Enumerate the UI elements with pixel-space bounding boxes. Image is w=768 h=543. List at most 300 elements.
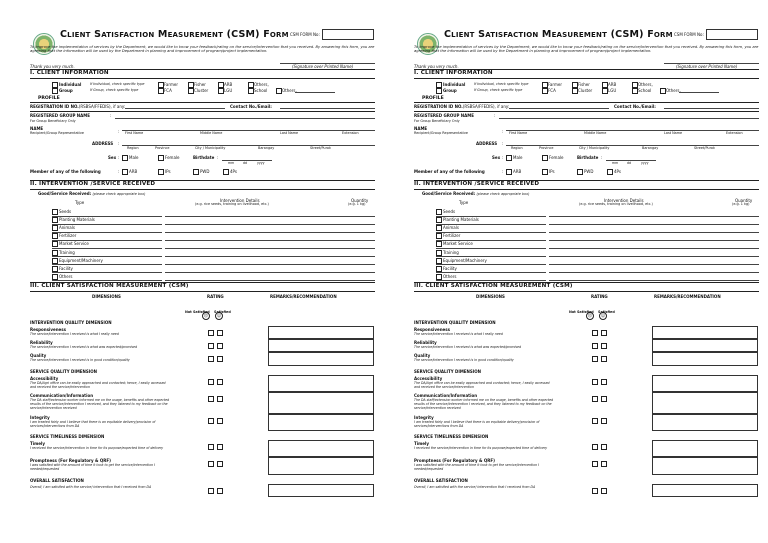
- type-label: Others,: [254, 82, 269, 87]
- dimension-group-title: INTERVENTION QUALITY DIMENSION: [414, 320, 496, 325]
- rating-satisfied-checkbox[interactable]: [217, 356, 223, 362]
- address-col-label: City / Municipality: [579, 146, 610, 150]
- dimension-desc: I received the service/intervention in time for its purpose/expected time of delivery: [414, 446, 548, 450]
- dimension-group-title: OVERALL SATISFACTION: [30, 477, 84, 483]
- service-detail-input[interactable]: [549, 224, 759, 225]
- contact-input[interactable]: [280, 108, 375, 109]
- col-qty: Quantity: [735, 198, 753, 203]
- rating-not-satisfied-checkbox[interactable]: [592, 396, 598, 402]
- section-intervention-title: II. INTERVENTION /SERVICE RECEIVED: [30, 181, 156, 187]
- member-checkbox[interactable]: [506, 169, 512, 175]
- individual-note: If Individual, check specific type: [90, 82, 145, 86]
- group-note: If Group, check specific type: [474, 88, 523, 92]
- col-rating: RATING: [207, 294, 224, 299]
- group-checkbox[interactable]: [52, 88, 58, 94]
- remarks-input[interactable]: [268, 457, 374, 474]
- csm-no-label: CSM FORM No:: [674, 32, 704, 37]
- group-label: Group: [59, 88, 73, 93]
- form-title: Client Satisfaction Measurement (CSM) Form: [60, 29, 289, 40]
- rating-not-satisfied-checkbox[interactable]: [592, 444, 598, 450]
- service-detail-input[interactable]: [549, 264, 759, 265]
- address-col-label: Barangay: [258, 146, 275, 150]
- dimension-desc: I was satisfied with the amount of time it took to get the service/intervention I needed/requested: [414, 463, 539, 472]
- reg-id-note: (RSBSA/FFEDIS), if any:: [462, 104, 510, 109]
- rating-not-satisfied-checkbox[interactable]: [208, 418, 214, 424]
- rating-not-satisfied-checkbox[interactable]: [208, 488, 214, 494]
- col-rating: RATING: [591, 294, 608, 299]
- col-remarks: REMARKS/RECOMMENDATION: [270, 294, 337, 299]
- date-col-label: mm: [612, 161, 619, 165]
- name-col-label: Extension: [726, 131, 743, 135]
- dimension-title: Integrity: [30, 414, 50, 420]
- date-col-label: dd: [627, 161, 632, 165]
- member-checkbox[interactable]: [542, 169, 548, 175]
- dimension-title: Responsiveness: [30, 327, 67, 332]
- service-type-checkbox[interactable]: [436, 258, 442, 264]
- dimension-desc: I was satisfied with the amount of time it took to get the service/intervention I needed/requested: [30, 463, 155, 472]
- male-checkbox[interactable]: [122, 155, 128, 161]
- service-detail-input[interactable]: [549, 272, 759, 273]
- service-detail-input[interactable]: [165, 256, 375, 257]
- reg-id-label: REGISTRATION ID NO.: [30, 104, 79, 109]
- service-type-label: Others: [59, 273, 73, 279]
- service-detail-input[interactable]: [165, 272, 375, 273]
- dimension-title: Timely: [414, 441, 429, 446]
- service-type-label: Facility: [443, 265, 457, 271]
- satisfied-label: Satisfied: [598, 310, 615, 314]
- rating-satisfied-checkbox[interactable]: [601, 356, 607, 362]
- reg-group-label: REGISTERED GROUP NAME: [414, 113, 474, 118]
- dimension-title: Responsiveness: [414, 327, 451, 332]
- dimension-title: Quality: [414, 353, 431, 359]
- sad-face-icon: ☹: [203, 313, 209, 318]
- thank-you: Thank you very much.: [414, 64, 459, 69]
- remarks-input[interactable]: [268, 339, 374, 352]
- male-label: Male: [513, 155, 523, 160]
- col-dimensions: DIMENSIONS: [476, 294, 505, 299]
- remarks-input[interactable]: [652, 484, 758, 497]
- service-type-checkbox[interactable]: [436, 233, 442, 239]
- birthdate-label: Birthdate: [193, 155, 215, 160]
- good-service-note: (please check appropriate box): [476, 192, 530, 196]
- rating-satisfied-checkbox[interactable]: [217, 444, 223, 450]
- service-type-label: Training: [443, 249, 459, 255]
- dimension-desc: I received the service/intervention in time for its purpose/expected time of delivery: [30, 446, 164, 450]
- section-intervention-title: II. INTERVENTION /SERVICE RECEIVED: [414, 181, 540, 187]
- name-col-label: First Name: [125, 131, 144, 135]
- contact-label: Contact No./Email:: [614, 104, 656, 109]
- remarks-input[interactable]: [652, 392, 758, 414]
- dimension-group-title: SERVICE QUALITY DIMENSION: [30, 368, 97, 374]
- col-details: Intervention Details: [220, 198, 260, 203]
- service-type-checkbox[interactable]: [436, 266, 442, 272]
- member-label: IPs: [165, 169, 171, 174]
- service-type-checkbox[interactable]: [436, 217, 442, 223]
- service-type-checkbox[interactable]: [52, 258, 58, 264]
- service-type-checkbox[interactable]: [52, 225, 58, 231]
- col-remarks: REMARKS/RECOMMENDATION: [654, 294, 721, 299]
- service-type-checkbox[interactable]: [52, 209, 58, 215]
- name-col-label: Last Name: [664, 131, 683, 135]
- col-details-note: (e.g. rice seeds, training on livelihood, etc.): [195, 202, 269, 206]
- rating-not-satisfied-checkbox[interactable]: [208, 356, 214, 362]
- address-col-label: Region: [127, 146, 139, 150]
- sad-face-icon: ☹: [587, 313, 593, 318]
- rating-satisfied-checkbox[interactable]: [217, 379, 223, 385]
- individual-note: If Individual, check specific type: [474, 82, 529, 86]
- type-label: ARB: [224, 82, 233, 87]
- date-col-label: yyyy: [257, 161, 265, 165]
- service-type-checkbox[interactable]: [52, 274, 58, 280]
- rating-satisfied-checkbox[interactable]: [217, 343, 223, 349]
- dimension-group-title: SERVICE TIMELINESS DIMENSION: [30, 434, 105, 439]
- remarks-input[interactable]: [652, 352, 758, 365]
- type-label: ARB: [608, 82, 617, 87]
- type-label: Fisher: [578, 82, 590, 87]
- dimension-title: Integrity: [414, 414, 434, 420]
- signature-label: (Signature over Printed Name): [676, 64, 738, 69]
- service-detail-input[interactable]: [549, 216, 759, 217]
- service-type-label: Market Service: [59, 241, 89, 247]
- dimension-group-title: SERVICE QUALITY DIMENSION: [414, 368, 481, 374]
- form-body: Client Satisfaction Measurement (CSM) Form CSM FORM No: To improve the implementation of services by the Department, we would like to know your feedback/rating on the service/intervention that you received. By answering this form, you are agreeing that the information will be used by the Department in planning and improvement of program/project implementation. Thank you very much. (Signature over Printed Name) I. CLIENT INFORMATION Individual If Individual, check specific type Group If Group, check specific type Farmer Fisher ARB Others, FCA Cluster LGU School Others, PROFILE REGISTRATION ID NO.(RSBSA/FFEDIS), if any: Contact No./Email: REGISTERED GROUP NAME : For Group Beneficiary Only NAME Recipient/Group Representative : First Name Middle Name Last Name Extension ADDRESS : Region Province City / Municipality Barangay Street/Purok Sex : Male Female Birthdate : mm dd yyyy Member of any of the following : ARB IPs PWD 4Ps II. INTERVENTION /SERVICE RECEIVED Good/Service Received: (please check appropriate box) Type Intervention Details (e.g. rice seeds, training on livelihood, etc.) Quantity (e.g. 1 kg) Seeds Planting Materials Animals Fertilizer Market Service Training Equipment/Machinery Facility Others III. CLIENT SATISFACTION MEASUREMENT (CSM) DIMENSIONS RATING REMARKS/RECOMMENDATION ☹ ☺ Not Satisfied Satisfied INTERVENTION QUALITY DIMENSION Responsiveness The service/intervention I received is what I really need Reliability The service/intervention I received is what was expected/promised Quality The service/intervention I received is in good condition/quality SERVICE QUALITY DIMENSION Accessibility The DA/Agri office can be easily approached and contacted; hence, I easily accessed and received the service/intervention Communication/Information The DA staff/extension worker informed me on the usage, benefits and other expected results of the service/intervention I received, and they listened to my feedback on the service/intervention received Integrity I am treated fairly and I believe that there is an equitable delivery/provision of services/interventions from DA SERVICE TIMELINESS DIMENSION Timely I received the service/intervention in time for its purpose/expected time of delivery Promptness (For Regulatory & QRF) I was satisfied with the amount of time it took to get the service/intervention I needed/requested OVERALL SATISFACTION Overall, I am satisfied with the service/ intervention that I received from DA: [414, 0, 759, 543]
- rating-not-satisfied-checkbox[interactable]: [592, 418, 598, 424]
- contact-label: Contact No./Email:: [230, 104, 272, 109]
- service-detail-input[interactable]: [549, 256, 759, 257]
- dimension-group-title: OVERALL SATISFACTION: [414, 477, 468, 483]
- dimension-desc: Overall, I am satisfied with the service/ intervention that I received from DA: [30, 484, 152, 489]
- service-type-label: Seeds: [59, 209, 72, 214]
- col-dimensions: DIMENSIONS: [92, 294, 121, 299]
- type-label: School: [638, 88, 652, 93]
- name-note: Recipient/Group Representative: [414, 131, 468, 135]
- member-checkbox[interactable]: [223, 169, 229, 175]
- member-checkbox[interactable]: [122, 169, 128, 175]
- service-type-label: Others: [443, 273, 457, 279]
- service-detail-input[interactable]: [165, 224, 375, 225]
- date-col-label: dd: [243, 161, 248, 165]
- happy-face-icon: ☺: [217, 313, 222, 318]
- service-detail-input[interactable]: [165, 240, 375, 241]
- intro-text: To improve the implementation of services by the Department, we would like to know your feedback/rating on the service/intervention that you received. By answering this form, you are agreeing that the information will be used by the Department in planning and improvement of program/project implementation.: [414, 45, 759, 54]
- type-label: FCA: [548, 88, 556, 93]
- section-client-info-title: I. CLIENT INFORMATION: [30, 70, 109, 76]
- dimension-title: Timely: [30, 441, 45, 446]
- col-details: Intervention Details: [604, 198, 644, 203]
- service-type-label: Planting Materials: [59, 217, 95, 223]
- remarks-input[interactable]: [268, 484, 374, 497]
- group-checkbox[interactable]: [436, 88, 442, 94]
- service-type-checkbox[interactable]: [436, 225, 442, 231]
- satisfied-label: Satisfied: [214, 310, 231, 314]
- rating-satisfied-checkbox[interactable]: [601, 488, 607, 494]
- good-service-label: Good/Service Received:: [422, 191, 476, 196]
- member-label: 4Ps: [614, 169, 621, 174]
- csm-no-label: CSM FORM No:: [290, 32, 320, 37]
- address-col-label: Province: [539, 146, 554, 150]
- name-input[interactable]: [506, 130, 759, 131]
- rating-not-satisfied-checkbox[interactable]: [592, 461, 598, 467]
- dimension-title: Accessibility: [414, 375, 443, 381]
- remarks-input[interactable]: [268, 440, 374, 457]
- address-col-label: Province: [155, 146, 170, 150]
- section-csm-title: III. CLIENT SATISFACTION MEASUREMENT (CSM): [30, 283, 189, 289]
- rating-satisfied-checkbox[interactable]: [601, 343, 607, 349]
- reg-group-note: For Group Beneficiary Only: [30, 119, 76, 123]
- member-label: 4Ps: [230, 169, 237, 174]
- reg-id-input[interactable]: [509, 108, 609, 109]
- contact-input[interactable]: [664, 108, 759, 109]
- address-label: ADDRESS: [476, 141, 498, 146]
- dimension-desc: The service/intervention I received is in good condition/quality: [30, 358, 130, 363]
- remarks-input[interactable]: [268, 326, 374, 339]
- date-col-label: mm: [228, 161, 235, 165]
- service-type-checkbox[interactable]: [436, 250, 442, 256]
- rating-not-satisfied-checkbox[interactable]: [592, 356, 598, 362]
- address-col-label: Street/Purok: [694, 146, 715, 150]
- type-label: Others,: [638, 82, 653, 87]
- dimension-title: Reliability: [414, 340, 437, 346]
- rating-satisfied-checkbox[interactable]: [601, 418, 607, 424]
- service-detail-input[interactable]: [165, 216, 375, 217]
- type-label: Farmer: [548, 82, 562, 87]
- remarks-input[interactable]: [652, 375, 758, 392]
- rating-satisfied-checkbox[interactable]: [601, 379, 607, 385]
- right-form-copy: [384, 0, 768, 543]
- service-detail-input[interactable]: [549, 248, 759, 249]
- member-label: ARB: [513, 169, 522, 174]
- member-checkbox[interactable]: [193, 169, 199, 175]
- address-col-label: City / Municipality: [195, 146, 226, 150]
- col-qty-note: (e.g. 1 kg): [732, 202, 750, 206]
- service-type-label: Facility: [59, 265, 73, 271]
- type-label: Cluster: [578, 88, 593, 93]
- type-label: LGU: [224, 88, 233, 93]
- name-col-label: First Name: [509, 131, 528, 135]
- reg-id-label: REGISTRATION ID NO.: [414, 104, 463, 109]
- intro-text: To improve the implementation of services by the Department, we would like to know your feedback/rating on the service/intervention that you received. By answering this form, you are agreeing that the information will be used by the Department in planning and improvement of program/project implementation.: [30, 45, 375, 54]
- csm-no-input[interactable]: [322, 29, 374, 40]
- type-label: Fisher: [194, 82, 206, 87]
- address-label: ADDRESS: [92, 141, 114, 146]
- dimension-desc: The service/intervention I received is what was expected/promised: [414, 345, 522, 350]
- female-checkbox[interactable]: [158, 155, 164, 161]
- service-type-label: Equipment/Machinery: [443, 257, 487, 263]
- rating-not-satisfied-checkbox[interactable]: [208, 444, 214, 450]
- rating-satisfied-checkbox[interactable]: [601, 444, 607, 450]
- rating-not-satisfied-checkbox[interactable]: [592, 330, 598, 336]
- birthdate-label: Birthdate: [577, 155, 599, 160]
- address-col-label: Region: [511, 146, 523, 150]
- not-satisfied-label: Not Satisfied: [569, 310, 594, 314]
- reg-group-note: For Group Beneficiary Only: [414, 119, 460, 123]
- rating-not-satisfied-checkbox[interactable]: [592, 488, 598, 494]
- service-type-checkbox[interactable]: [436, 274, 442, 280]
- dimension-group-title: SERVICE TIMELINESS DIMENSION: [414, 434, 489, 439]
- sex-label: Sex: [492, 155, 501, 160]
- dimension-title: Reliability: [30, 340, 53, 346]
- group-label: Group: [443, 88, 457, 93]
- reg-group-input[interactable]: [115, 118, 375, 119]
- member-checkbox[interactable]: [577, 169, 583, 175]
- service-type-label: Planting Materials: [443, 217, 479, 223]
- profile-heading: PROFILE: [38, 96, 60, 101]
- service-detail-input[interactable]: [165, 232, 375, 233]
- rating-not-satisfied-checkbox[interactable]: [208, 343, 214, 349]
- name-input[interactable]: [122, 130, 375, 131]
- service-detail-input[interactable]: [165, 248, 375, 249]
- service-type-checkbox[interactable]: [52, 217, 58, 223]
- dimension-title: Quality: [30, 353, 47, 359]
- dimension-title: Communication/Information: [30, 393, 94, 398]
- thank-you: Thank you very much.: [30, 64, 75, 69]
- dimension-desc: The DA/Agri office can be easily approached and contacted; hence, I easily accessed and received the service/intervention: [30, 380, 166, 389]
- dimension-title: Communication/Information: [414, 393, 478, 398]
- service-type-label: Fertilizer: [59, 233, 77, 239]
- dimension-desc: The service/intervention I received is what I really need: [414, 332, 503, 336]
- individual-label: Individual: [59, 82, 82, 87]
- member-of-label: Member of any of the following: [414, 169, 485, 174]
- reg-id-note: (RSBSA/FFEDIS), if any:: [78, 104, 126, 109]
- dimension-title: Accessibility: [30, 375, 59, 381]
- service-type-checkbox[interactable]: [52, 266, 58, 272]
- female-label: Female: [549, 155, 564, 160]
- address-col-label: Street/Purok: [310, 146, 331, 150]
- name-label: NAME: [414, 126, 428, 131]
- remarks-input[interactable]: [268, 392, 374, 414]
- service-type-checkbox[interactable]: [52, 250, 58, 256]
- remarks-input[interactable]: [268, 352, 374, 365]
- rating-satisfied-checkbox[interactable]: [217, 330, 223, 336]
- dimension-desc: The DA staff/extension worker informed me on the usage, benefits and other expected results of the service/intervention I received, and they listened to my feedback on the service/intervention received: [30, 398, 170, 410]
- member-label: PWD: [200, 169, 210, 174]
- col-type: Type: [75, 200, 85, 205]
- col-details-note: (e.g. rice seeds, training on livelihood, etc.): [579, 202, 653, 206]
- remarks-input[interactable]: [268, 375, 374, 392]
- type-label: School: [254, 88, 268, 93]
- dimension-desc: Overall, I am satisfied with the service/ intervention that I received from DA: [414, 484, 536, 489]
- service-type-checkbox[interactable]: [436, 209, 442, 215]
- rating-satisfied-checkbox[interactable]: [601, 330, 607, 336]
- reg-group-input[interactable]: [499, 118, 759, 119]
- dimension-group-title: INTERVENTION QUALITY DIMENSION: [30, 320, 112, 325]
- male-checkbox[interactable]: [506, 155, 512, 161]
- address-col-label: Barangay: [642, 146, 659, 150]
- service-detail-input[interactable]: [165, 264, 375, 265]
- service-type-checkbox[interactable]: [52, 241, 58, 247]
- rating-satisfied-checkbox[interactable]: [217, 418, 223, 424]
- service-type-checkbox[interactable]: [436, 241, 442, 247]
- type-label: Others,: [282, 88, 297, 93]
- service-type-label: Seeds: [443, 209, 456, 214]
- dimension-title: Promptness (For Regulatory & QRF): [414, 458, 495, 464]
- rating-not-satisfied-checkbox[interactable]: [208, 379, 214, 385]
- dimension-title: Promptness (For Regulatory & QRF): [30, 458, 111, 464]
- dimension-desc: The DA/Agri office can be easily approached and contacted; hence, I easily accessed and received the service/intervention: [414, 380, 550, 389]
- service-type-label: Market Service: [443, 241, 473, 247]
- good-service-label: Good/Service Received:: [38, 191, 92, 196]
- member-checkbox[interactable]: [607, 169, 613, 175]
- dimension-desc: I am treated fairly and I believe that there is an equitable delivery/provision of services/interventions from DA: [30, 419, 156, 428]
- rating-not-satisfied-checkbox[interactable]: [208, 330, 214, 336]
- rating-not-satisfied-checkbox[interactable]: [592, 379, 598, 385]
- rating-not-satisfied-checkbox[interactable]: [208, 461, 214, 467]
- reg-id-input[interactable]: [125, 108, 225, 109]
- section-csm-title: III. CLIENT SATISFACTION MEASUREMENT (CSM): [414, 283, 573, 289]
- form-body: Client Satisfaction Measurement (CSM) Form CSM FORM No: To improve the implementation of services by the Department, we would like to know your feedback/rating on the service/intervention that you received. By answering this form, you are agreeing that the information will be used by the Department in planning and improvement of program/project implementation. Thank you very much. (Signature over Printed Name) I. CLIENT INFORMATION Individual If Individual, check specific type Group If Group, check specific type Farmer Fisher ARB Others, FCA Cluster LGU School Others, PROFILE REGISTRATION ID NO.(RSBSA/FFEDIS), if any: Contact No./Email: REGISTERED GROUP NAME : For Group Beneficiary Only NAME Recipient/Group Representative : First Name Middle Name Last Name Extension ADDRESS : Region Province City / Municipality Barangay Street/Purok Sex : Male Female Birthdate : mm dd yyyy Member of any of the following : ARB IPs PWD 4Ps II. INTERVENTION /SERVICE RECEIVED Good/Service Received: (please check appropriate box) Type Intervention Details (e.g. rice seeds, training on livelihood, etc.) Quantity (e.g. 1 kg) Seeds Planting Materials Animals Fertilizer Market Service Training Equipment/Machinery Facility Others III. CLIENT SATISFACTION MEASUREMENT (CSM) DIMENSIONS RATING REMARKS/RECOMMENDATION ☹ ☺ Not Satisfied Satisfied INTERVENTION QUALITY DIMENSION Responsiveness The service/intervention I received is what I really need Reliability The service/intervention I received is what was expected/promised Quality The service/intervention I received is in good condition/quality SERVICE QUALITY DIMENSION Accessibility The DA/Agri office can be easily approached and contacted; hence, I easily accessed and received the service/intervention Communication/Information The DA staff/extension worker informed me on the usage, benefits and other expected results of the service/intervention I received, and they listened to my feedback on the service/intervention received Integrity I am treated fairly and I believe that there is an equitable delivery/provision of services/interventions from DA SERVICE TIMELINESS DIMENSION Timely I received the service/intervention in time for its purpose/expected time of delivery Promptness (For Regulatory & QRF) I was satisfied with the amount of time it took to get the service/intervention I needed/requested OVERALL SATISFACTION Overall, I am satisfied with the service/ intervention that I received from DA: [30, 0, 375, 543]
- female-checkbox[interactable]: [542, 155, 548, 161]
- service-type-label: Equipment/Machinery: [59, 257, 103, 263]
- member-label: ARB: [129, 169, 138, 174]
- service-detail-input[interactable]: [549, 232, 759, 233]
- type-label: LGU: [608, 88, 617, 93]
- type-label: Cluster: [194, 88, 209, 93]
- col-qty: Quantity: [351, 198, 369, 203]
- service-type-label: Animals: [59, 225, 75, 231]
- dimension-desc: The service/intervention I received is what I really need: [30, 332, 119, 336]
- remarks-input[interactable]: [652, 457, 758, 474]
- rating-not-satisfied-checkbox[interactable]: [592, 343, 598, 349]
- col-type: Type: [459, 200, 469, 205]
- dimension-desc: The service/intervention I received is in good condition/quality: [414, 358, 514, 363]
- rating-satisfied-checkbox[interactable]: [601, 461, 607, 467]
- not-satisfied-label: Not Satisfied: [185, 310, 210, 314]
- remarks-input[interactable]: [652, 339, 758, 352]
- happy-face-icon: ☺: [601, 313, 606, 318]
- service-type-checkbox[interactable]: [52, 233, 58, 239]
- service-type-label: Training: [59, 249, 75, 255]
- individual-label: Individual: [443, 82, 466, 87]
- member-label: IPs: [549, 169, 555, 174]
- sex-label: Sex: [108, 155, 117, 160]
- rating-satisfied-checkbox[interactable]: [217, 461, 223, 467]
- rating-satisfied-checkbox[interactable]: [601, 396, 607, 402]
- name-col-label: Middle Name: [200, 131, 223, 135]
- form-title: Client Satisfaction Measurement (CSM) Form: [444, 29, 673, 40]
- col-qty-note: (e.g. 1 kg): [348, 202, 366, 206]
- member-of-label: Member of any of the following: [30, 169, 101, 174]
- rating-not-satisfied-checkbox[interactable]: [208, 396, 214, 402]
- rating-satisfied-checkbox[interactable]: [217, 396, 223, 402]
- type-label: FCA: [164, 88, 172, 93]
- remarks-input[interactable]: [268, 414, 374, 431]
- signature-label: (Signature over Printed Name): [292, 64, 354, 69]
- section-client-info-title: I. CLIENT INFORMATION: [414, 70, 493, 76]
- name-note: Recipient/Group Representative: [30, 131, 84, 135]
- male-label: Male: [129, 155, 139, 160]
- good-service-note: (please check appropriate box): [92, 192, 146, 196]
- dimension-desc: I am treated fairly and I believe that there is an equitable delivery/provision of services/interventions from DA: [414, 419, 540, 428]
- csm-no-input[interactable]: [706, 29, 758, 40]
- remarks-input[interactable]: [652, 440, 758, 457]
- member-label: PWD: [584, 169, 594, 174]
- date-col-label: yyyy: [641, 161, 649, 165]
- female-label: Female: [165, 155, 180, 160]
- group-note: If Group, check specific type: [90, 88, 139, 92]
- dimension-desc: The service/intervention I received is what was expected/promised: [30, 345, 138, 350]
- service-detail-input[interactable]: [549, 240, 759, 241]
- dimension-desc: The DA staff/extension worker informed me on the usage, benefits and other expected results of the service/intervention I received, and they listened to my feedback on the service/intervention received: [414, 398, 554, 410]
- rating-satisfied-checkbox[interactable]: [217, 488, 223, 494]
- service-type-label: Animals: [443, 225, 459, 231]
- reg-group-label: REGISTERED GROUP NAME: [30, 113, 90, 118]
- name-col-label: Extension: [342, 131, 359, 135]
- remarks-input[interactable]: [652, 414, 758, 431]
- name-col-label: Last Name: [280, 131, 299, 135]
- remarks-input[interactable]: [652, 326, 758, 339]
- member-checkbox[interactable]: [158, 169, 164, 175]
- profile-heading: PROFILE: [422, 96, 444, 101]
